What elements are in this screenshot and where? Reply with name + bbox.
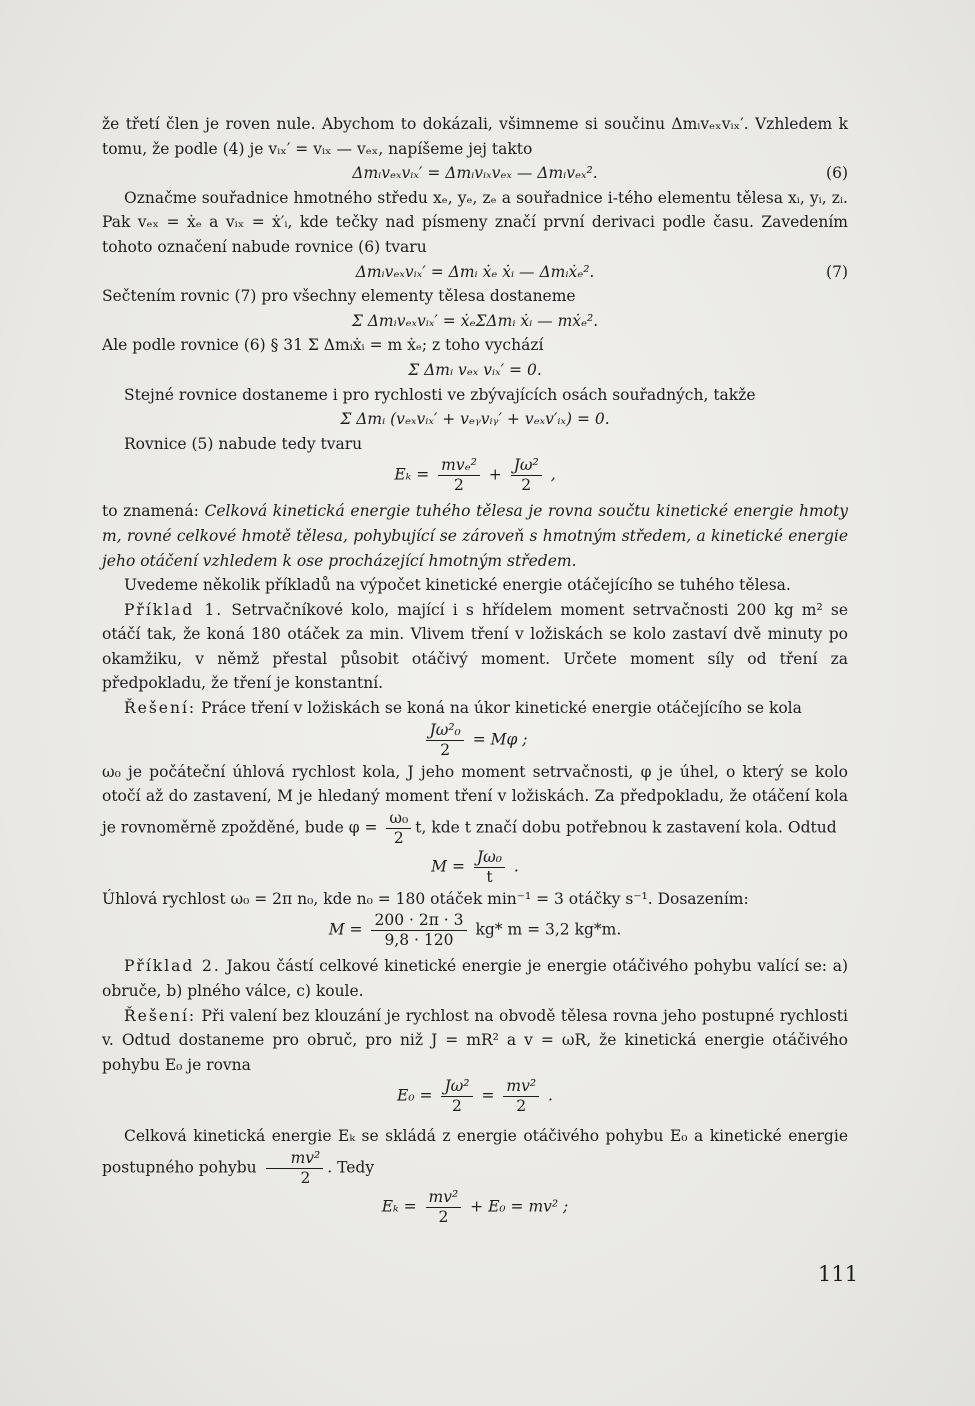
equation-total-energy bbox=[102, 1188, 848, 1227]
fraction-numerator: mv² bbox=[266, 1149, 324, 1169]
ek-lhs: Eₖ = bbox=[381, 1197, 417, 1216]
paragraph-according: Ale podle rovnice (6) § 31 Σ Δmᵢẋᵢ = m ẋₑ; z toho vychází bbox=[102, 336, 544, 355]
fraction-numerator: mvₑ² bbox=[438, 456, 480, 476]
fraction-omega0-2 bbox=[386, 809, 411, 848]
equation-7 bbox=[102, 260, 848, 285]
ek-lhs: Eₖ = bbox=[394, 465, 430, 484]
equation-three-axes: Σ Δmᵢ (vₑₓvᵢₓ′ + vₑᵧvᵢᵧ′ + vₑₓv′ᵢₓ) = 0. bbox=[340, 410, 610, 429]
equation-numeric-result bbox=[102, 911, 848, 950]
fraction-mv2-2-inline bbox=[266, 1149, 324, 1188]
fraction-mv2-2-final bbox=[426, 1188, 462, 1227]
theorem-lead: to znamená: bbox=[102, 502, 199, 521]
equation-rhs: + E₀ = mv² ; bbox=[470, 1197, 569, 1216]
paragraph-theorem bbox=[102, 499, 848, 573]
example-1-text: Setrvačníkové kolo, mající i s hřídelem moment setrvačnosti 200 kg m² se otáčí tak, že koná 180 otáček za min. Vlivem tření v ložiskách se kolo zastaví dvě minuty po okamžiku, v němž přestal působit otáčivý moment. Určete moment síly od tření za předpokladu, že tření je konstantní. bbox=[102, 600, 848, 693]
e0-lhs: E₀ = bbox=[397, 1086, 433, 1105]
fraction-mvc2 bbox=[438, 456, 480, 495]
solution-2-label: Řešení: bbox=[124, 1006, 197, 1025]
fraction-denominator: 9,8 · 120 bbox=[384, 931, 454, 950]
example-2-text: Jakou částí celkové kinetické energie je energie otáčivého pohybu valící se: a) obruče, b) plného válce, c) koule. bbox=[102, 957, 848, 1001]
example-1-label: Příklad 1. bbox=[124, 600, 224, 619]
solution-1-label: Řešení: bbox=[124, 699, 197, 718]
equation-rhs: = Mφ ; bbox=[472, 730, 528, 749]
fraction-jw2 bbox=[511, 456, 542, 495]
fraction-numerator: mv² bbox=[503, 1077, 539, 1097]
equation-work-friction bbox=[102, 721, 848, 760]
equation-sum: Σ Δmᵢvₑₓvᵢₓ′ = ẋₑΣΔmᵢ ẋᵢ — mẋₑ². bbox=[351, 311, 599, 330]
fraction-numerator: Jω₀ bbox=[474, 848, 505, 868]
fraction-jw0 bbox=[426, 721, 463, 760]
equation-moment bbox=[102, 848, 848, 887]
fraction-denominator: 2 bbox=[452, 1097, 462, 1116]
equals-sign: = bbox=[481, 1086, 495, 1105]
fraction-numerator: mv² bbox=[426, 1188, 462, 1208]
fraction-numerator: ω₀ bbox=[386, 809, 411, 829]
omega0-end: t, kde t značí dobu potřebnou k zastavení kola. Odtud bbox=[415, 818, 837, 837]
paragraph-intro: že třetí člen je roven nule. Abychom to dokázali, všimneme si součinu Δmᵢvₑₓvᵢₓ′. Vzhledem k tomu, že podle (4) je vᵢₓ′ = vᵢₓ — vₑₓ, napíšeme jej takto bbox=[102, 115, 848, 158]
fraction-mv2-2 bbox=[503, 1077, 539, 1116]
paragraph-examples-intro: Uvedeme několik příkladů na výpočet kinetické energie otáčejícího se tuhého tělesa. bbox=[124, 576, 791, 595]
solution-2-text: Při valení bez klouzání je rychlost na obvodě tělesa rovna jeho postupné rychlosti v. Odtud dostaneme pro obruč, pro niž J = mR² a v = ωR, že kinetická energie otáčivého pohybu E₀ je rovna bbox=[102, 1006, 848, 1074]
fraction-denominator: 2 bbox=[300, 1169, 311, 1187]
solution-1 bbox=[102, 696, 848, 721]
fraction-jw0-t bbox=[474, 848, 505, 887]
fraction-denominator: 2 bbox=[516, 1097, 527, 1116]
paragraph-summation: Sečtením rovnic (7) pro všechny elementy tělesa dostaneme bbox=[102, 287, 576, 306]
equation-6-body: Δmᵢvₑₓvᵢₓ′ = Δmᵢvᵢₓvₑₓ — Δmᵢvₑₓ². bbox=[352, 164, 598, 183]
paragraph-angular-velocity: Úhlová rychlost ω₀ = 2π n₀, kde n₀ = 180 otáček min⁻¹ = 3 otáčky s⁻¹. Dosazením: bbox=[102, 889, 749, 908]
paragraph-omega0 bbox=[102, 760, 848, 848]
result-lhs: M = bbox=[328, 920, 363, 939]
period: . bbox=[548, 1086, 553, 1105]
paragraph-same-equations: Stejné rovnice dostaneme i pro rychlosti ve zbývajících osách souřadných, takže bbox=[124, 385, 756, 404]
paragraph-coordinates: Označme souřadnice hmotného středu xₑ, yₑ, zₑ a souřadnice i-tého elementu tělesa xᵢ, yᵢ, zᵢ. Pak vₑₓ = ẋₑ a vᵢₓ = ẋ′ᵢ, kde tečky nad písmeny značí první derivaci podle času. Zavedením tohoto označení nabude rovnice (6) tvaru bbox=[102, 188, 848, 256]
comma: , bbox=[550, 465, 556, 484]
equation-6-number: (6) bbox=[826, 164, 848, 183]
fraction-denominator: 2 bbox=[521, 476, 532, 495]
equation-7-number: (7) bbox=[826, 262, 848, 281]
result-rhs: kg* m = 3,2 kg*m. bbox=[475, 920, 622, 939]
equation-zero: Σ Δmᵢ vₑₓ vᵢₓ′ = 0. bbox=[408, 360, 542, 379]
plus-sign: + bbox=[488, 465, 502, 484]
page-number: 111 bbox=[818, 1262, 859, 1286]
page-content bbox=[102, 112, 848, 1227]
example-2-label: Příklad 2. bbox=[124, 957, 221, 976]
equation-7-body: Δmᵢvₑₓvᵢₓ′ = Δmᵢ ẋₑ ẋᵢ — Δmᵢẋₑ². bbox=[355, 262, 595, 281]
moment-lhs: M = bbox=[431, 857, 465, 876]
fraction-denominator: t bbox=[486, 867, 493, 886]
fraction-denominator: 2 bbox=[440, 740, 451, 759]
example-2 bbox=[102, 954, 848, 1003]
paragraph-equation-5: Rovnice (5) nabude tedy tvaru bbox=[124, 434, 363, 453]
total-energy-end: . Tedy bbox=[327, 1158, 375, 1177]
fraction-denominator: 2 bbox=[454, 476, 464, 495]
total-energy-text: Celková kinetická energie Eₖ se skládá z energie otáčivého pohybu E₀ a kinetické energie postupného pohybu bbox=[102, 1127, 848, 1177]
fraction-numerator: 200 · 2π · 3 bbox=[371, 911, 466, 931]
fraction-denominator: 2 bbox=[393, 828, 404, 847]
fraction-numeric bbox=[371, 911, 466, 950]
omega0-text: ω₀ je počáteční úhlová rychlost kola, J jeho moment setrvačnosti, φ je úhel, o který se kolo otočí až do zastavení, M je hledaný moment tření v ložiskách. Za předpokladu, že otáčení kola je rovnoměrně zpožděné, bude φ = bbox=[102, 762, 848, 837]
solution-1-text: Práce tření v ložiskách se koná na úkor kinetické energie otáčejícího se kola bbox=[201, 699, 802, 718]
fraction-numerator: Jω²₀ bbox=[426, 721, 463, 741]
fraction-numerator: Jω² bbox=[511, 456, 542, 476]
fraction-denominator: 2 bbox=[438, 1208, 449, 1226]
example-1 bbox=[102, 598, 848, 696]
equation-6 bbox=[102, 161, 848, 186]
equation-kinetic-energy bbox=[102, 456, 848, 495]
paragraph-total-energy bbox=[102, 1124, 848, 1188]
solution-2 bbox=[102, 1004, 848, 1078]
equation-rotational-energy bbox=[102, 1077, 848, 1116]
period: . bbox=[513, 857, 519, 876]
fraction-jw2-2 bbox=[441, 1077, 472, 1116]
fraction-numerator: Jω² bbox=[441, 1077, 472, 1097]
theorem-statement: Celková kinetická energie tuhého tělesa je rovna součtu kinetické energie hmoty m, rovné celkové hmotě tělesa, pohybující se zároveň s hmotným středem, a kinetické energie jeho otáčení vzhledem k ose procházející hmotným středem. bbox=[102, 502, 848, 570]
